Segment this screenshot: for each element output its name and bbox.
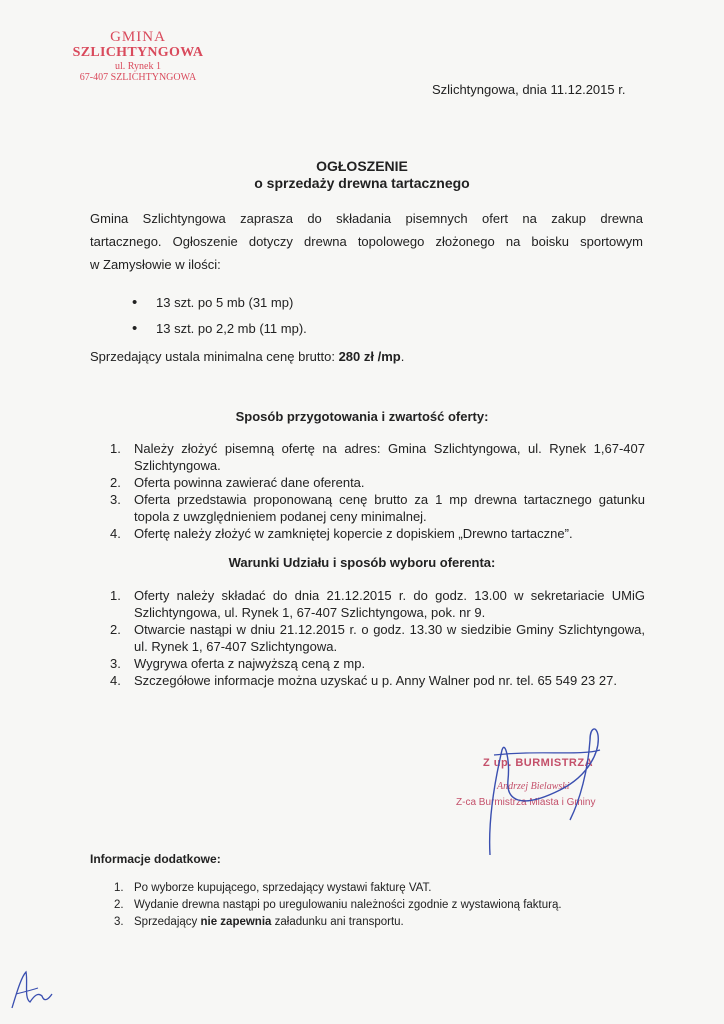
intro-paragraph [90,207,643,276]
intro-line-1: Gmina Szlichtyngowa zaprasza do składania pisemnych ofert na zakup drewna [90,211,643,226]
list-item [114,914,634,931]
list-item [110,525,645,542]
item-number: 4. [110,526,121,541]
item-text-pre: Sprzedający [134,916,201,928]
participation-list [110,587,645,689]
section-participation-heading: Warunki Udziału i sposób wyboru oferenta: [228,555,496,570]
minimum-price-value: 280 zł /mp [338,349,401,364]
item-number: 4. [110,673,121,688]
quantity-list [132,290,307,342]
additional-info-heading: Informacje dodatkowe: [90,852,221,866]
item-number: 1. [110,441,121,456]
item-number: 1. [114,882,124,894]
signature-stamp-line-3: Z-ca Burmistrza Miasta i Gminy [456,797,596,808]
minimum-price [90,349,404,364]
list-item [110,491,645,525]
document-date: Szlichtyngowa, dnia 11.12.2015 r. [432,82,626,97]
item-text: Wydanie drewna nastąpi po uregulowaniu należności zgodnie z wystawioną fakturą. [134,899,562,911]
stamp-line-2: SZLICHTYNGOWA [72,44,204,60]
offer-preparation-list [110,440,645,542]
item-text: Oferta powinna zawierać dane oferenta. [134,475,365,490]
item-number: 2. [114,899,124,911]
municipality-stamp [58,30,218,83]
intro-line-2: tartacznego. Ogłoszenie dotyczy drewna topolowego złożonego na boisku sportowym [90,234,643,249]
signature-stamp-line-1: Z up. BURMISTRZA [483,757,594,769]
item-text: Oferta przedstawia proponowaną cenę brutto za 1 mp drewna tartacznego gatunku topola z uwzględnieniem podanej ceny minimalnej. [134,492,645,524]
item-text: Szczegółowe informacje można uzyskać u p. Anny Walner pod nr. tel. 65 549 23 27. [134,673,617,688]
item-text: Należy złożyć pisemną ofertę na adres: Gmina Szlichtyngowa, ul. Rynek 1,67-407 Szlichtyngowa. [134,441,645,473]
item-number: 1. [110,588,121,603]
minimum-price-label: Sprzedający ustala minimalna cenę brutto: [90,349,339,364]
document-title: OGŁOSZENIE [316,158,408,174]
item-text: Oferty należy składać do dnia 21.12.2015 r. do godz. 13.00 w sekretariacie UMiG Szlichtyngowa, ul. Rynek 1, 67-407 Szlichtyngowa, pok. nr 9. [134,588,645,620]
list-item [110,655,645,672]
handwritten-signature [450,720,650,860]
additional-info-list [114,880,634,931]
minimum-price-suffix: . [400,349,405,364]
list-item [110,440,645,474]
handwritten-initials [8,968,56,1012]
item-text: Wygrywa oferta z najwyższą ceną z mp. [134,656,366,671]
item-number: 3. [110,492,121,507]
list-item [110,587,645,621]
item-text: Ofertę należy złożyć w zamkniętej kopercie z dopiskiem „Drewno tartaczne”. [134,526,573,541]
document-subtitle: o sprzedaży drewna tartacznego [254,175,470,191]
item-text-bold: nie zapewnia [200,916,272,928]
signature-stroke [494,750,600,755]
item-number: 2. [110,475,121,490]
intro-line-3: w Zamysłowie w ilości: [90,257,221,272]
list-item [114,897,634,914]
stamp-line-3: ul. Rynek 1 [115,61,161,73]
stamp-line-1: GMINA [110,29,166,45]
item-number: 2. [110,622,121,637]
item-text: Otwarcie nastąpi w dniu 21.12.2015 r. o godz. 13.30 w siedzibie Gminy Szlichtyngowa, ul. Rynek 1, 67-407 Szlichtyngowa. [134,622,645,654]
quantity-item: • 13 szt. po 5 mb (31 mp) [132,290,307,316]
signature-stamp-line-2: Andrzej Bielawski [497,781,570,792]
item-number: 3. [110,656,121,671]
section-offer-preparation-heading: Sposób przygotowania i zwartość oferty: [235,409,489,424]
list-item [114,880,634,897]
signature-stroke [490,729,599,855]
quantity-item: • 13 szt. po 2,2 mb (11 mp). [132,316,307,342]
list-item [110,621,645,655]
list-item [110,672,645,689]
item-number: 3. [114,916,124,928]
stamp-line-4: 67-407 SZLICHTYNGOWA [79,71,197,83]
list-item [110,474,645,491]
item-text: Po wyborze kupującego, sprzedający wystawi fakturę VAT. [134,882,432,894]
item-text-post: załadunku ani transportu. [271,916,404,928]
